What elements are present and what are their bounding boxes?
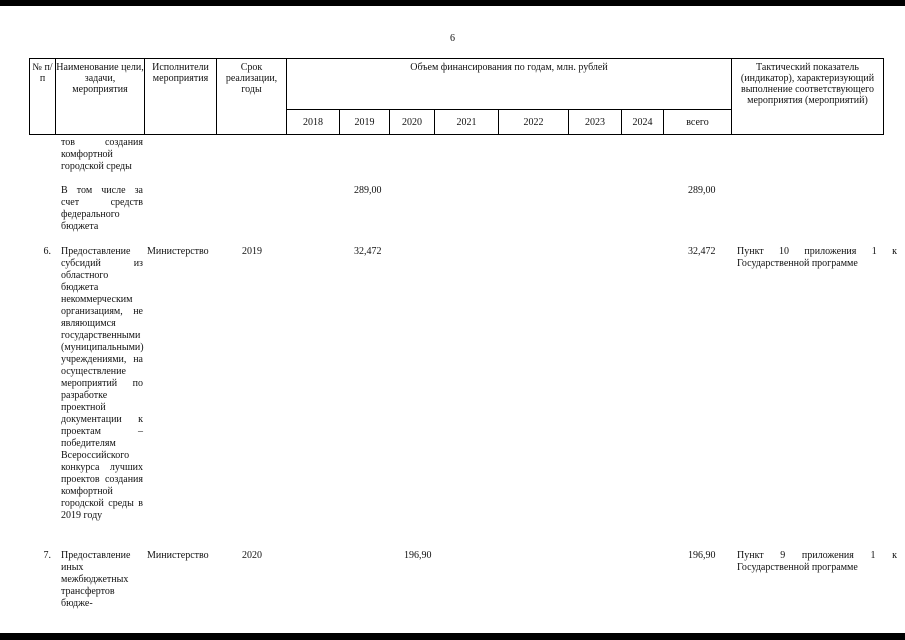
row-continuation-name: тов создания комфортной городской среды — [61, 137, 143, 172]
row-7-executor: Министерство — [147, 550, 209, 561]
row-6-indicator: Пункт 10 приложения 1 к Государственной программе — [737, 246, 897, 269]
header-year: 2024 — [622, 110, 664, 135]
row-7-2020-value: 196,90 — [404, 550, 432, 561]
row-6-name: Предоставление субсидий из областного бюджета некоммерческим организациям, не являющимся государственными (муниципальными) учреждениями, на осуществление мероприятий по разработке проектной документации к проектам – победителям Всероссийского конкурса лучших проектов создания комфортной городской среды в 2019 году — [61, 246, 144, 521]
row-federal-total-value: 289,00 — [688, 185, 716, 196]
header-col-term: Срок реализации, годы — [217, 59, 287, 135]
row-7-total-value: 196,90 — [688, 550, 716, 561]
row-7-name: Предоставление иных межбюджетных трансфертов бюдже- — [61, 550, 131, 609]
row-federal-name: В том числе за счет средств федерального бюджета — [61, 185, 143, 232]
header-col-executors: Исполнители мероприятия — [145, 59, 217, 135]
row-6-executor: Министерство — [147, 246, 209, 257]
row-7-number: 7. — [43, 550, 51, 561]
row-6-term: 2019 — [242, 246, 262, 257]
header-year: 2020 — [390, 110, 435, 135]
row-7-indicator: Пункт 9 приложения 1 к Государственной программе — [737, 550, 897, 573]
header-year: 2021 — [435, 110, 499, 135]
header-year: 2023 — [569, 110, 622, 135]
header-year: 2019 — [340, 110, 390, 135]
top-border-bar — [0, 0, 905, 6]
header-col-indicator: Тактический показатель (индикатор), характеризующий выполнение соответствующего мероприятия (мероприятий) — [732, 59, 884, 135]
page-number: 6 — [450, 33, 455, 44]
row-federal-2019-value: 289,00 — [354, 185, 382, 196]
table-header — [29, 58, 884, 135]
header-year: 2018 — [287, 110, 340, 135]
row-7-term: 2020 — [242, 550, 262, 561]
row-6-2019-value: 32,472 — [354, 246, 382, 257]
bottom-border-bar — [0, 633, 905, 640]
header-col-num: № п/п — [30, 59, 56, 135]
header-year-total: всего — [664, 110, 732, 135]
header-col-financing: Объем финансирования по годам, млн. рублей — [287, 59, 732, 110]
row-6-number: 6. — [43, 246, 51, 257]
header-year: 2022 — [499, 110, 569, 135]
header-col-name: Наименование цели, задачи, мероприятия — [56, 59, 145, 135]
row-6-total-value: 32,472 — [688, 246, 716, 257]
